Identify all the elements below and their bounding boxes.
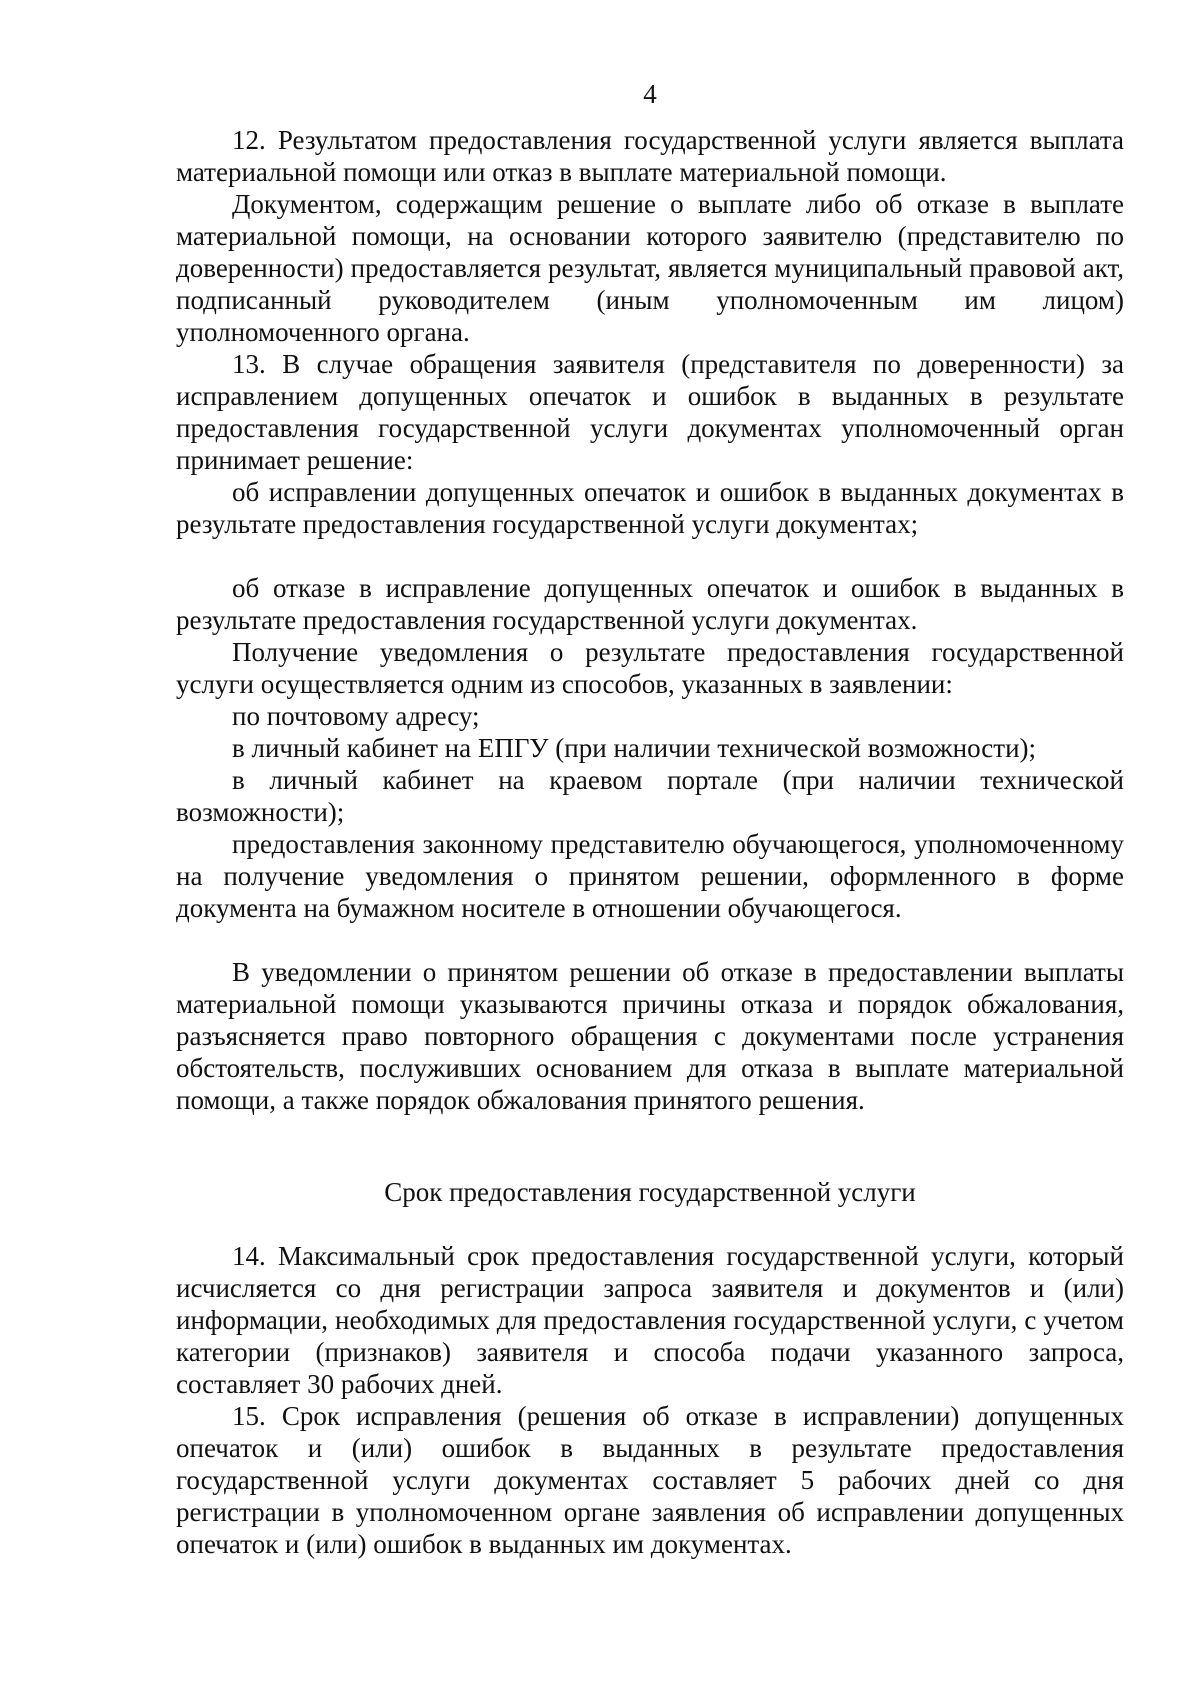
page-number: 4 — [643, 79, 657, 109]
list-item-epgu: в личный кабинет на ЕПГУ (при наличии технической возможности); — [232, 733, 1037, 763]
paragraph-14: 14. Максимальный срок предоставления государственной услуги, который исчисляется со дня регистрации запроса заявителя и документов и (или) информации, необходимых для предоставления государственной услуги, с учетом категории (признаков) заявителя и способа подачи указанного запроса, составляет 30 рабочих дней. — [176, 1241, 1124, 1399]
paragraph-notification-methods: Получение уведомления о результате предоставления государственной услуги осуществляется одним из способов, указанных в заявлении: — [176, 637, 1124, 699]
section-heading: Срок предоставления государственной услуги — [384, 1177, 916, 1207]
paragraph-result-document: Документом, содержащим решение о выплате либо об отказе в выплате материальной помощи, на основании которого заявителю (представителю по доверенности) предоставляется результат, является муниципальный правовой акт, подписанный руководителем (иным уполномоченным им лицом) уполномоченного органа. — [176, 189, 1124, 347]
list-item-postal: по почтовому адресу; — [232, 701, 480, 731]
list-item-refusal: об отказе в исправление допущенных опечаток и ошибок в выданных в результате предоставления государственной услуги документах. — [176, 573, 1124, 635]
paragraph-15: 15. Срок исправления (решения об отказе в исправлении) допущенных опечаток и (или) ошибок в выданных в результате предоставления государственной услуги документах составляет 5 рабочих дней со дня регистрации в уполномоченном органе заявления об исправлении допущенных опечаток и (или) ошибок в выданных им документах. — [176, 1401, 1124, 1559]
paragraph-12: 12. Результатом предоставления государственной услуги является выплата материальной помощи или отказ в выплате материальной помощи. — [176, 125, 1124, 187]
paragraph-refusal-notice: В уведомлении о принятом решении об отказе в предоставлении выплаты материальной помощи указываются причины отказа и порядок обжалования, разъясняется право повторного обращения с документами после устранения обстоятельств, послуживших основанием для отказа в выплате материальной помощи, а также порядок обжалования принятого решения. — [176, 957, 1124, 1115]
list-item-legal-representative: предоставления законному представителю обучающегося, уполномоченному на получение уведомления о принятом решении, оформленного в форме документа на бумажном носителе в отношении обучающегося. — [176, 829, 1124, 923]
list-item-regional-portal: в личный кабинет на краевом портале (при наличии технической возможности); — [176, 765, 1124, 827]
list-item-correction: об исправлении допущенных опечаток и ошибок в выданных документах в результате предоставления государственной услуги документах; — [176, 477, 1124, 539]
paragraph-13: 13. В случае обращения заявителя (представителя по доверенности) за исправлением допущенных опечаток и ошибок в выданных в результате предоставления государственной услуги документах уполномоченный орган принимает решение: — [176, 349, 1124, 475]
